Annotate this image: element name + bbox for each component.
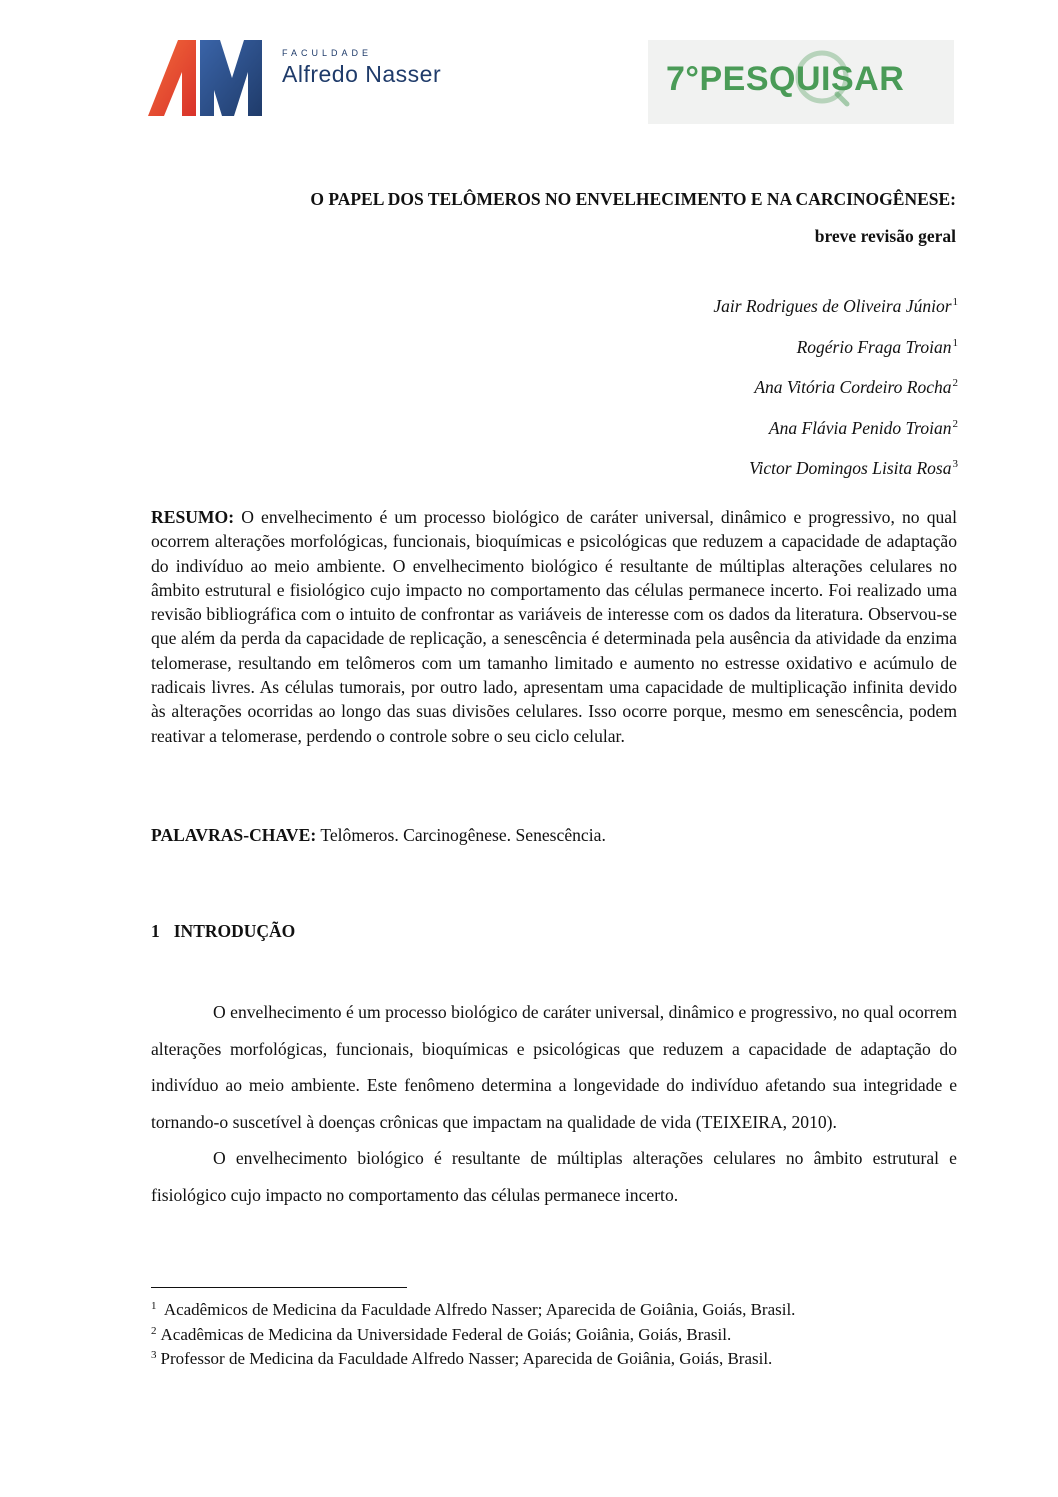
footnotes	[151, 1296, 957, 1370]
footnote-ref: 3	[151, 1349, 157, 1361]
footnote	[151, 1321, 957, 1346]
abstract-text: O envelhecimento é um processo biológico de caráter universal, dinâmico e progressivo, no qual ocorrem alterações morfológicas, funcionais, bioquímicas e psicológicas que reduzem a capacidade de adaptação do indivíduo ao meio ambiente. O envelhecimento biológico é resultante de múltiplas alterações celulares no âmbito estrutural e fisiológico cujo impacto no comportamento das células permanece incerto. Foi realizado uma revisão bibliográfica com o intuito de confrontar as variáveis de interesse com os dados da literatura. Observou-se que além da perda da capacidade de replicação, a senescência é determinada pela ausência da atividade da enzima telomerase, resultando em telômeros com um tamanho limitado e aumento no estresse oxidativo e acúmulo de radicais livres. As células tumorais, por outro lado, apresentam uma capacidade de multiplicação infinita devido às alterações ocorridas ao longo das suas divisões celulares. Isso ocorre porque, mesmo em senescência, podem reativar a telomerase, perdendo o controle sobre o seu ciclo celular.	[151, 507, 957, 746]
footnote-text: Acadêmicas de Medicina da Universidade Federal de Goiás; Goiânia, Goiás, Brasil.	[160, 1324, 732, 1344]
keywords-label: PALAVRAS-CHAVE:	[151, 825, 317, 845]
keywords-text: Telômeros. Carcinogênese. Senescência.	[320, 825, 606, 845]
footnote-ref: 2	[151, 1324, 157, 1337]
author-name: Victor Domingos Lisita Rosa	[749, 458, 952, 478]
footnote	[151, 1345, 957, 1370]
author-name: Jair Rodrigues de Oliveira Júnior	[713, 296, 952, 316]
author-entry	[713, 446, 958, 487]
author-entry	[713, 406, 958, 447]
author-affiliation-ref: 1	[952, 296, 958, 308]
author-entry	[713, 325, 958, 366]
footnote-ref: 1	[151, 1300, 157, 1312]
section-number: 1	[151, 921, 160, 941]
abstract	[151, 505, 957, 748]
body-paragraph: O envelhecimento é um processo biológico de caráter universal, dinâmico e progressivo, no qual ocorrem alterações morfológicas, funcionais, bioquímicas e psicológicas que reduzem a capacidade de adaptação do indivíduo ao meio ambiente. Este fenômeno determina a longevidade do indivíduo afetando sua integridade e tornando-o suscetível à doenças crônicas que impactam na qualidade de vida (TEIXEIRA, 2010).	[151, 1002, 957, 1132]
section-heading	[151, 921, 295, 942]
body-paragraph: O envelhecimento biológico é resultante de múltiplas alterações celulares no âmbito estrutural e fisiológico cujo impacto no comportamento das células permanece incerto.	[151, 1148, 957, 1205]
abstract-label: RESUMO:	[151, 507, 235, 527]
faculdade-alfredo-nasser-logo	[148, 38, 478, 120]
footnote-separator	[151, 1287, 407, 1288]
keywords	[151, 823, 957, 847]
author-affiliation-ref: 2	[952, 417, 958, 430]
footnote-text: Professor de Medicina da Faculdade Alfredo Nasser; Aparecida de Goiânia, Goiás, Brasil.	[160, 1349, 773, 1368]
author-list	[713, 284, 958, 487]
author-affiliation-ref: 1	[952, 336, 958, 349]
footnote-text: Acadêmicos de Medicina da Faculdade Alfredo Nasser; Aparecida de Goiânia, Goiás, Brasil.	[163, 1300, 796, 1319]
paper-title: O PAPEL DOS TELÔMEROS NO ENVELHECIMENTO E NA CARCINOGÊNESE:	[310, 189, 956, 209]
pesquisar-logo-text: 7°PESQUISAR	[666, 60, 905, 98]
footnote	[151, 1296, 957, 1321]
author-affiliation-ref: 2	[952, 377, 958, 389]
author-affiliation-ref: 3	[952, 458, 958, 470]
logo-small-text: FACULDADE	[282, 48, 373, 58]
author-name: Rogério Fraga Troian	[796, 336, 952, 357]
am-logo-icon	[148, 38, 264, 118]
pesquisar-logo	[648, 40, 954, 124]
section-title: INTRODUÇÃO	[173, 921, 296, 941]
logo-big-text: Alfredo Nasser	[282, 61, 442, 87]
author-name: Ana Flávia Penido Troian	[768, 417, 952, 438]
paper-subtitle: breve revisão geral	[814, 226, 956, 246]
author-entry	[713, 284, 958, 325]
author-entry	[713, 365, 958, 406]
introduction-body	[151, 994, 957, 1214]
author-name: Ana Vitória Cordeiro Rocha	[754, 377, 952, 397]
